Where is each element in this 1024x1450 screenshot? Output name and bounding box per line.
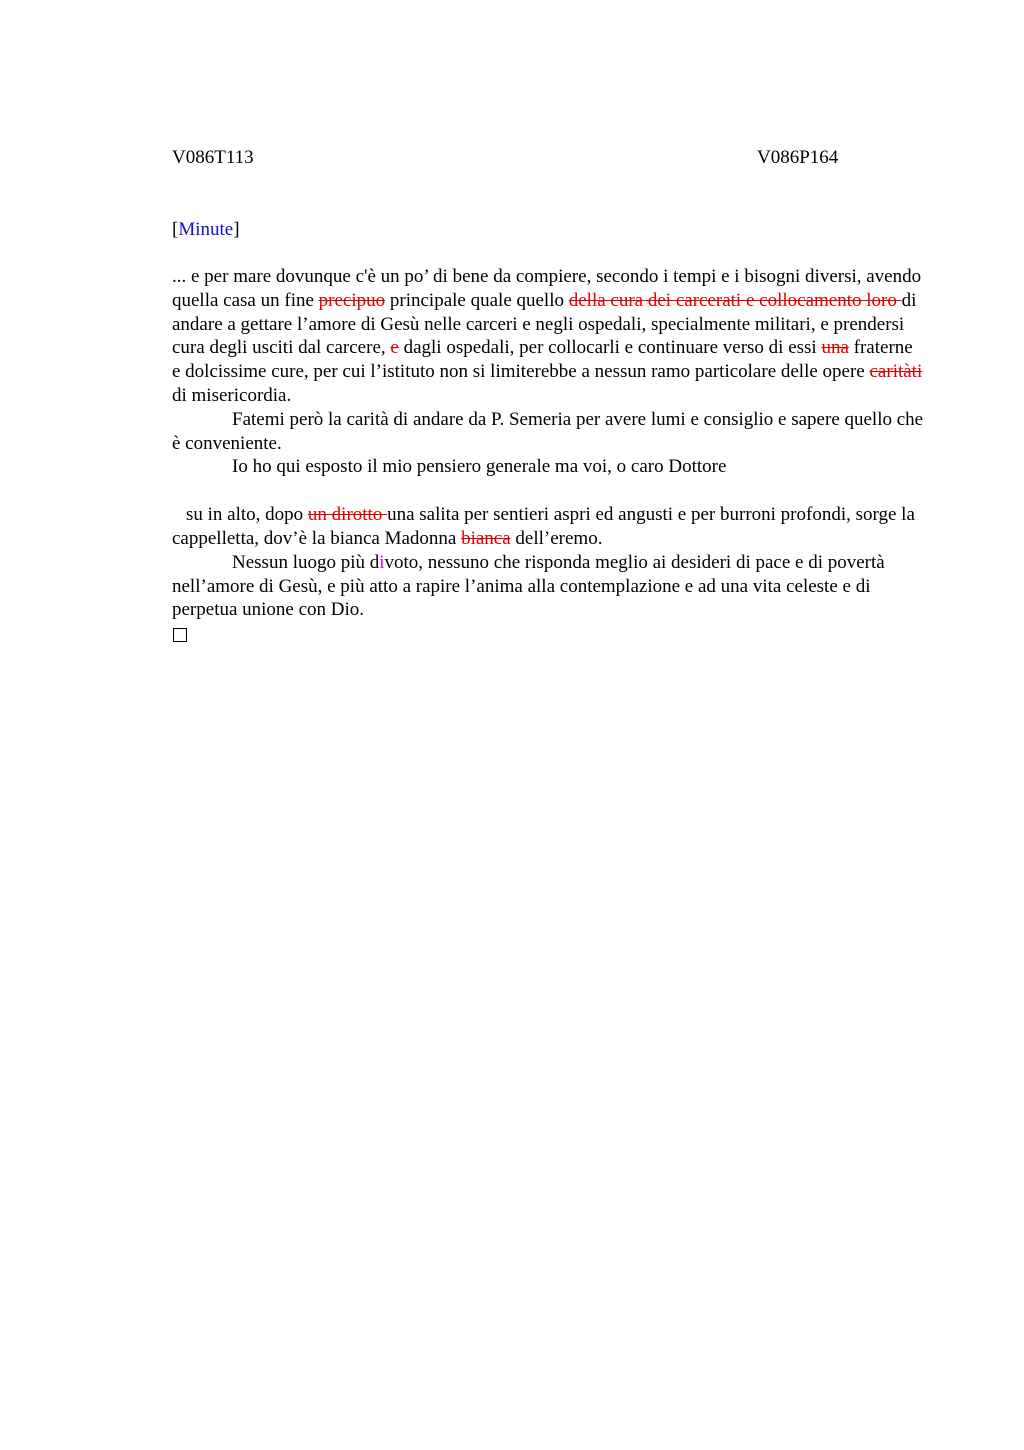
text-run: di misericordia.: [172, 384, 292, 406]
text-run: Nessun luogo più d: [232, 551, 380, 573]
text-run: una salita per sentieri aspri ed angusti e per burroni profondi, sorge la cappelletta, dov’è la bianca Madonna: [172, 504, 915, 549]
text-run: fraterne e dolcissime cure, per cui l’istituto non si limiterebbe a nessun ramo particolare delle opere: [172, 337, 913, 383]
text-run: ... e per mare dovunque c'è un po’ di bene da compiere, secondo i tempi e i bisogni diversi, avendo quella casa un fine: [172, 266, 922, 311]
paragraph-3: Io ho qui esposto il mio pensiero generale ma voi, o caro Dottore: [232, 456, 727, 478]
text-run: principale quale quello: [385, 289, 569, 311]
text-run: voto, nessuno che risponda meglio ai desideri di pace e di povertà nell’amore di Gesù, e più atto a rapire l’anima alla contemplazione e ad una vita celeste e di perpetua unione con Dio.: [172, 551, 885, 621]
paragraph-2: Fatemi però la carità di andare da P. Semeria per avere lumi e consiglio e sapere quello che è conveniente.: [172, 408, 924, 454]
section-label: [172, 218, 924, 242]
paragraph-4: [172, 503, 924, 551]
text-run: su in alto, dopo: [186, 504, 308, 526]
paragraph-1: [172, 265, 924, 408]
page-code: V086P164: [757, 147, 839, 168]
section-label-text: Minute: [178, 219, 234, 240]
deleted-text: e: [390, 337, 399, 359]
text-run: di andare a gettare l’amore di Gesù nelle carceri e negli ospedali, specialmente militari, e prendersi cura degli usciti dal carcere,: [172, 289, 917, 359]
paragraph-5: [172, 551, 924, 622]
deleted-text: della cura dei carcerati e collocamento loro: [568, 289, 902, 311]
inserted-text: i: [379, 551, 385, 573]
close-bracket: ]: [233, 219, 240, 240]
deleted-text: una: [821, 337, 849, 359]
deleted-text: precipuo: [318, 289, 386, 311]
end-marker: [172, 622, 924, 648]
deleted-text: un dirotto: [307, 504, 388, 526]
text-run: dell’eremo.: [510, 527, 603, 549]
text-run: dagli ospedali, per collocarli e continuare verso di essi: [398, 337, 822, 359]
open-bracket: [: [172, 219, 179, 240]
document-page: [172, 146, 924, 648]
deleted-text: bianca: [461, 527, 511, 549]
end-box-icon: [173, 628, 187, 642]
deleted-text: caritàti: [869, 361, 923, 383]
document-code: V086T113: [172, 147, 254, 168]
page-header: [172, 146, 924, 170]
